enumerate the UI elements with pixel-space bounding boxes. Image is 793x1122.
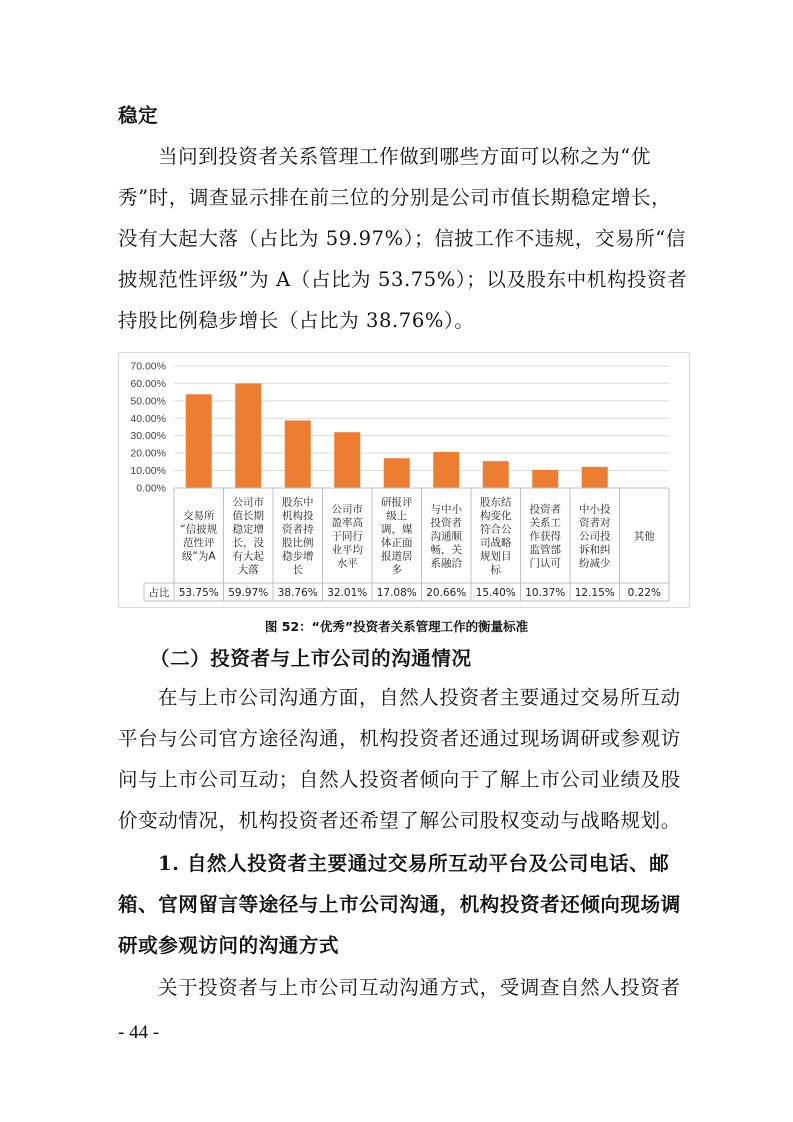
bar-chart — [118, 352, 690, 608]
paragraph-1-line-4: 披规范性评级”为 A（占比为 53.75%）；以及股东中机构投资者 — [118, 268, 688, 291]
category-label: 交易所 — [183, 510, 215, 522]
category-label: 其他 — [633, 530, 655, 543]
category-label: 报道居 — [381, 550, 413, 563]
category-label: 级”为A — [181, 550, 216, 563]
category-label: 长，没 — [232, 537, 264, 549]
category-label: 司战略 — [480, 537, 512, 549]
paragraph-1-line-2: 秀”时，调查显示排在前三位的分别是公司市值长期稳定增长， — [118, 186, 672, 209]
category-label: 业平均 — [331, 543, 363, 556]
series-name-label: 占比 — [148, 587, 170, 599]
bold-heading-line-1: 1. 自然人投资者主要通过交易所互动平台及公司电话、邮 — [158, 852, 670, 875]
category-label: 稳定增 — [232, 523, 264, 536]
category-label: 沟通顺 — [430, 530, 462, 543]
top-line: 稳定 — [118, 104, 159, 127]
y-tick-label: 60.00% — [130, 377, 166, 390]
data-label: 0.22% — [627, 587, 661, 599]
chart-svg — [119, 353, 689, 607]
category-label: 投资者 — [430, 516, 462, 529]
category-label: 盈率高 — [331, 516, 363, 529]
data-label: 17.08% — [376, 587, 417, 599]
category-label: 股东中 — [282, 496, 314, 509]
bar — [235, 383, 261, 488]
category-label: 值长期 — [232, 510, 264, 522]
paragraph-2-line-2: 平台与公司官方途径沟通，机构投资者还通过现场调研或参观访 — [118, 727, 681, 750]
category-label: 关系工 — [529, 516, 561, 529]
category-label: 公司市 — [232, 496, 264, 509]
category-label: 系融洽 — [430, 557, 462, 570]
category-label: 与中小 — [430, 503, 462, 516]
y-tick-label: 10.00% — [130, 465, 166, 478]
category-label: 畅，关 — [430, 543, 462, 556]
bar — [582, 467, 608, 488]
data-label: 20.66% — [426, 587, 467, 599]
y-tick-label: 40.00% — [130, 412, 166, 425]
category-label: 股东结 — [480, 496, 512, 509]
data-label: 38.76% — [277, 587, 318, 599]
y-tick-label: 30.00% — [130, 430, 166, 443]
category-label: 监管部 — [529, 543, 561, 556]
category-label: 资者持 — [282, 523, 314, 536]
category-label: 有大起 — [232, 550, 264, 563]
data-label: 53.75% — [178, 587, 219, 599]
bar — [483, 461, 509, 488]
y-tick-label: 70.00% — [130, 360, 166, 373]
category-label: 长 — [292, 564, 303, 576]
category-label: 纷减少 — [579, 557, 611, 570]
bar — [285, 420, 311, 488]
category-label: 规划目 — [480, 550, 512, 563]
category-label: 级上 — [386, 510, 408, 522]
category-label: 公司投 — [579, 530, 611, 543]
category-label: 投资者 — [529, 503, 561, 516]
bar — [186, 394, 212, 488]
category-label: 构变化 — [480, 510, 512, 522]
paragraph-2-line-3: 问与上市公司互动；自然人投资者倾向于了解上市公司业绩及股 — [118, 768, 681, 791]
bold-heading-line-3: 研或参观访问的沟通方式 — [118, 934, 340, 957]
y-tick-label: 0.00% — [136, 482, 166, 495]
category-label: 大落 — [237, 564, 259, 576]
category-label: “信披规 — [180, 523, 218, 536]
paragraph-1-line-5: 持股比例稳步增长（占比为 38.76%）。 — [118, 309, 475, 332]
category-label: 资者对 — [579, 516, 611, 529]
bold-heading-line-2: 箱、官网留言等途径与上市公司沟通，机构投资者还倾向现场调 — [118, 893, 681, 916]
paragraph-1-line-1: 当问到投资者关系管理工作做到哪些方面可以称之为“优 — [158, 145, 651, 168]
category-label: 机构投 — [282, 510, 314, 522]
paragraph-1-line-3: 没有大起大落（占比为 59.97%）；信披工作不违规，交易所“信 — [118, 227, 686, 250]
bar — [433, 452, 459, 488]
paragraph-2-line-4: 价变动情况，机构投资者还希望了解公司股权变动与战略规划。 — [118, 809, 681, 832]
data-label: 12.15% — [574, 587, 615, 599]
category-label: 调，媒 — [381, 523, 413, 536]
category-label: 于同行 — [331, 530, 363, 543]
category-label: 门认可 — [529, 557, 561, 570]
paragraph-2-line-1: 在与上市公司沟通方面，自然人投资者主要通过交易所互动 — [158, 686, 681, 709]
bar — [532, 470, 558, 488]
data-label: 15.40% — [475, 587, 516, 599]
category-label: 体正面 — [381, 537, 413, 549]
y-tick-label: 50.00% — [130, 395, 166, 408]
section-heading: （二）投资者与上市公司的沟通情况 — [150, 647, 472, 670]
category-label: 稳步增 — [282, 550, 314, 563]
category-label: 符合公 — [480, 523, 512, 536]
data-label: 10.37% — [525, 587, 566, 599]
category-label: 诉和纠 — [579, 543, 611, 556]
bar — [334, 432, 360, 488]
category-label: 中小投 — [579, 503, 611, 516]
category-label: 研报评 — [381, 496, 413, 509]
category-label: 范性评 — [183, 537, 215, 549]
y-tick-label: 20.00% — [130, 447, 166, 460]
category-label: 多 — [391, 564, 402, 576]
data-label: 32.01% — [327, 587, 368, 599]
category-label: 公司市 — [331, 503, 363, 516]
figure-caption: 图 52：“优秀”投资者关系管理工作的衡量标准 — [264, 619, 529, 634]
data-label: 59.97% — [228, 587, 269, 599]
paragraph-3-line-1: 关于投资者与上市公司互动沟通方式，受调查自然人投资者 — [158, 976, 681, 999]
category-label: 标 — [490, 564, 501, 576]
category-label: 水平 — [336, 557, 358, 570]
page-number: - 44 - — [118, 1022, 160, 1043]
bar — [384, 458, 410, 488]
category-label: 股比例 — [282, 537, 314, 549]
category-label: 作获得 — [529, 530, 561, 543]
